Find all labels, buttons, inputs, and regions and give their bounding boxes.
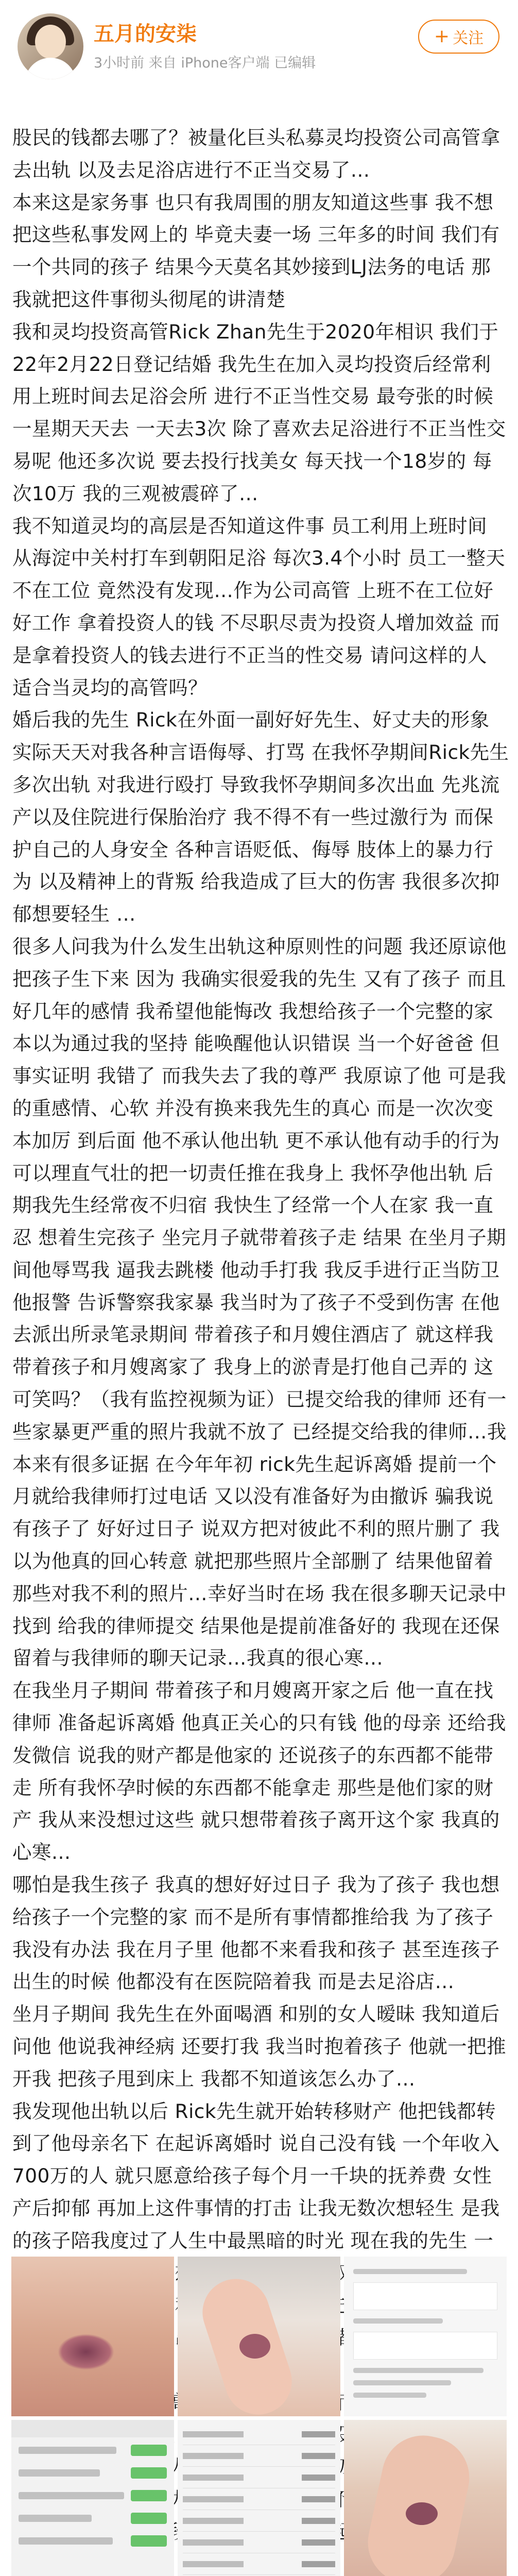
chat-screenshot-2[interactable] [11,2420,174,2576]
avatar[interactable] [18,13,83,79]
post-header [0,0,518,103]
plus-icon: + [434,26,450,47]
chat-screenshot-1[interactable] [344,2257,507,2416]
bruise-photo-3[interactable] [344,2420,507,2576]
avatar-body [25,58,76,79]
image-grid [11,2257,507,2576]
post-text: 股民的钱都去哪了？被量化巨头私募灵均投资公司高管拿去出轨 以及去足浴店进行不正当交易了… 本来这是家务事 也只有我周围的朋友知道这些事 我不想把这些私事发网上的 毕竟夫妻一场 三年多的时间 我们有一个共同的孩子 结果今天莫名其妙接到LJ法务的电话 那我就把这件事彻头彻尾的讲清楚 我和灵均投资高管Rick Zhan先生于2020年相识 我们于22年2月22日登记结婚 我先生在加入灵均投资后经常利用上班时间去足浴会所 进行不正当性交易 最夸张的时候一星期天天去 一天去3次 除了喜欢去足浴进行不正当性交易呢 他还多次说 要去投行找美女 每天找一个18岁的 每次10万 我的三观被震碎了… 我不知道灵均的高层是否知道这件事 员工利用上班时间 从海淀中关村打车到朝阳足浴 每次3.4个小时 员工一整天不在工位 竟然没有发现…作为公司高管 上班不在工位好好工作 拿着投资人的钱 不尽职尽责为投资人增加效益 而是拿着投资人的钱去进行不正当的性交易 请问这样的人 适合当灵均的高管吗？ 婚后我的先生 Rick在外面一副好好先生、好丈夫的形象 实际天天对我各种言语侮辱、打骂 在我怀孕期间Rick先生多次出轨 对我进行殴打 导致我怀孕期间多次出血 先兆流产以及住院进行保胎治疗 我不得不有一些过激行为 而保护自己的人身安全 各种言语贬低、侮辱 肢体上的暴力行为 以及精神上的背叛 给我造成了巨大的伤害 我很多次抑郁想要轻生 … 很多人问我为什么发生出轨这种原则性的问题 我还原谅他把孩子生下来 因为 我确实很爱我的先生 又有了孩子 而且好几年的感情 我希望他能悔改 我想给孩子一个完整的家 本以为通过我的坚持 能唤醒他认识错误 当一个好爸爸 但事实证明 我错了 而我失去了我的尊严 我原谅了他 可是我的重感情、心软 并没有换来我先生的真心 而是一次次变本加厉 到后面 他不承认他出轨 更不承认他有动手的行为 可以理直气壮的把一切责任推在我身上 我怀孕他出轨 后期我先生经常夜不归宿 我快生了经常一个人在家 我一直忍 想着生完孩子 坐完月子就带着孩子走 结果 在坐月子期间他辱骂我 逼我去跳楼 他动手打我 我反手进行正当防卫 他报警 告诉警察我家暴 我当时为了孩子不受到伤害 在他去派出所录笔录期间 带着孩子和月嫂住酒店了 就这样我带着孩子和月嫂离家了 我身上的淤青是打他自己弄的 这可笑吗？（我有监控视频为证）已提交给我的律师 还有一些家暴更严重的照片我就不放了 已经提交给我的律师…我本来有很多证据 在今年年初 rick先生起诉离婚 提前一个月就给我律师打过电话 又以没有准备好为由撤诉 骗我说有孩子了 好好过日子 说双方把对彼此不利的照片删了 我以为他真的回心转意 就把那些照片全部删了 结果他留着那些对我不利的照片…幸好当时在场 我在很多聊天记录中找到 给我的律师提交 结果他是提前准备好的 我现在还保留着与我律师的聊天记录…我真的很心寒… 在我坐月子期间 带着孩子和月嫂离开家之后 他一直在找律师 准备起诉离婚 他真正关心的只有钱 他的母亲 还给我发微信 说我的财产都是他家的 还说孩子的东西都不能带走 所有我怀孕时候的东西都不能拿走 那些是他们家的财产 我从来没想过这些 就只想带着孩子离开这个家 我真的心寒… 哪怕是我生孩子 我真的想好好过日子 我为了孩子 我也想给孩子一个完整的家 而不是所有事情都推给我 为了孩子 我没有办法 我在月子里 他都不来看我和孩子 甚至连孩子出生的时候 他都没有在医院陪着我 而是去足浴店… 坐月子期间 我先生在外面喝酒 和别的女人暧昧 我知道后 问他 他说我神经病 还要打我 我当时抱着孩子 他就一把推开我 把孩子甩到床上 我都不知道该怎么办了… 我发现他出轨以后 Rick先生就开始转移财产 他把钱都转到了他母亲名下 在起诉离婚时 说自己没有钱 一个年收入700万的人 就只愿意给孩子每个月一千块的抚养费 女性产后抑郁 再加上这件事情的打击 让我无数次想轻生 是我的孩子陪我度过了人生中最黑暗的时光 现在我的先生 一 [12,126,509,2252]
leg-shape [360,2428,477,2576]
bank-record-screenshot[interactable] [178,2420,340,2576]
post-meta: 3小时前 来自 iPhone客户端 已编辑 [94,55,316,71]
avatar-face [35,25,66,59]
username[interactable]: 五月的安柒 [94,22,197,46]
bruise-mark [406,2502,438,2525]
bruise-mark [239,2334,270,2359]
bruise-mark [58,2334,114,2370]
follow-label: 关注 [453,29,484,47]
follow-button[interactable] [418,20,499,54]
bruise-photo-1[interactable] [11,2257,174,2416]
bruise-photo-2[interactable] [178,2257,340,2416]
